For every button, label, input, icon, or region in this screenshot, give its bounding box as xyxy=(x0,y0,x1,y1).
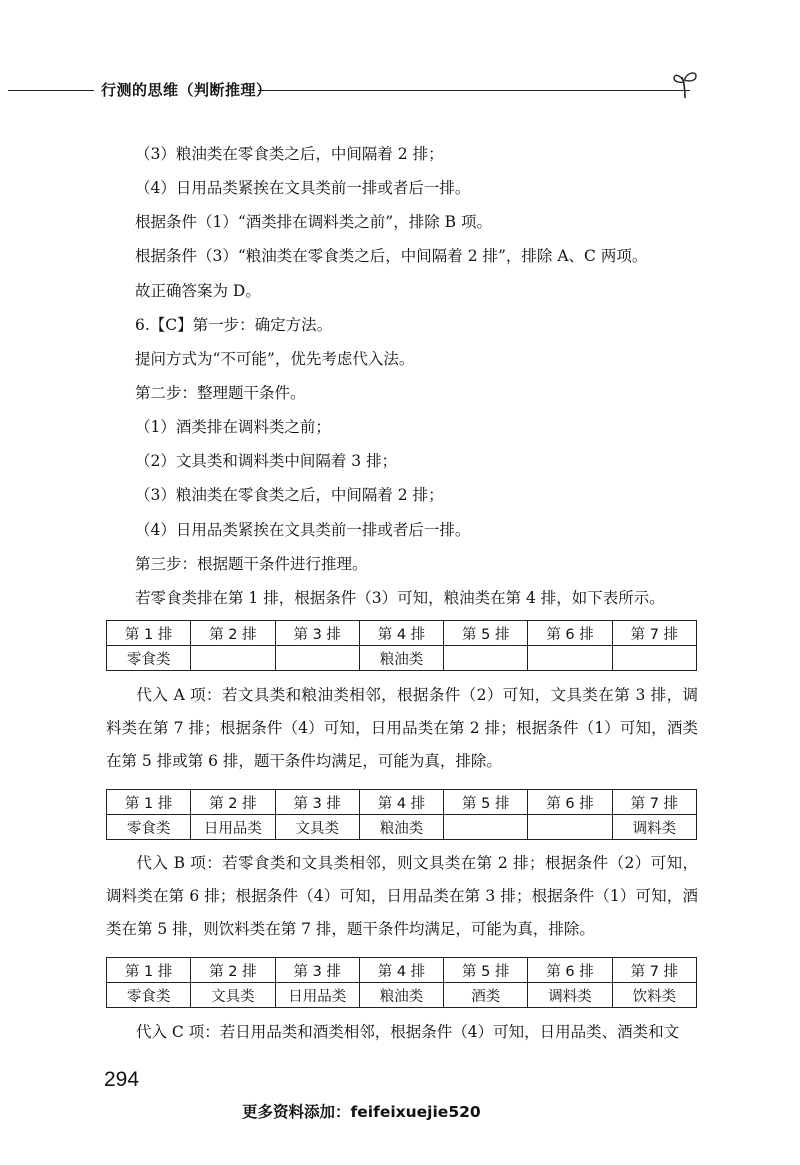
text-line: 根据条件（1）“酒类排在调料类之前”，排除 B 项。 xyxy=(135,213,492,231)
table-row xyxy=(107,983,697,1008)
table-cell: 第 3 排 xyxy=(275,790,359,815)
table-cell: 粮油类 xyxy=(359,815,443,840)
arrangement-table-2 xyxy=(106,789,697,840)
text-line: 若零食类排在第 1 排，根据条件（3）可知，粮油类在第 4 排，如下表所示。 xyxy=(135,589,665,607)
text-line: 第三步：根据题干条件进行推理。 xyxy=(135,555,368,573)
table-cell: 第 7 排 xyxy=(612,958,696,983)
table-header-row xyxy=(107,790,697,815)
text-line: 故正确答案为 D。 xyxy=(135,282,261,300)
table-cell: 调料类 xyxy=(528,983,612,1008)
table-cell: 第 6 排 xyxy=(528,790,612,815)
arrangement-table-3 xyxy=(106,957,697,1008)
table-cell: 第 4 排 xyxy=(359,790,443,815)
table-cell: 文具类 xyxy=(275,815,359,840)
table-row xyxy=(107,815,697,840)
table-row xyxy=(107,646,697,671)
paragraph-text: 代入 B 项：若零食类和文具类相邻，则文具类在第 2 排；根据条件（2）可知，调料类在第 6 排；根据条件（4）可知，日用品类在第 3 排；根据条件（1）可知，酒类在第 5 排，则饮料类在第 7 排，题干条件均满足，可能为真，排除。 xyxy=(106,854,698,938)
text-line: （3）粮油类在零食类之后，中间隔着 2 排； xyxy=(135,486,444,504)
paragraph-option-a xyxy=(106,679,698,778)
table-cell: 第 2 排 xyxy=(191,621,275,646)
header-rule-right xyxy=(258,90,690,91)
header-title: 行测的思维（判断推理） xyxy=(101,81,272,99)
table-cell xyxy=(528,646,612,671)
table-header-row xyxy=(107,621,697,646)
text-line: 第二步：整理题干条件。 xyxy=(135,384,306,402)
table-cell: 调料类 xyxy=(612,815,696,840)
table-cell: 零食类 xyxy=(107,815,191,840)
sprout-icon xyxy=(672,68,700,102)
table-header-row xyxy=(107,958,697,983)
table-cell: 酒类 xyxy=(444,983,528,1008)
text-line: 提问方式为“不可能”，优先考虑代入法。 xyxy=(135,350,415,368)
table-cell: 第 1 排 xyxy=(107,621,191,646)
table-cell: 粮油类 xyxy=(359,983,443,1008)
table-cell: 第 4 排 xyxy=(359,621,443,646)
text-line: （1）酒类排在调料类之前； xyxy=(135,418,331,436)
paragraph-text: 代入 C 项：若日用品类和酒类相邻，根据条件（4）可知，日用品类、酒类和文 xyxy=(136,1023,680,1041)
table-cell: 第 5 排 xyxy=(444,958,528,983)
table-cell xyxy=(275,646,359,671)
table-cell: 饮料类 xyxy=(612,983,696,1008)
table-cell: 第 3 排 xyxy=(275,621,359,646)
text-line: （4）日用品类紧挨在文具类前一排或者后一排。 xyxy=(135,179,471,197)
table-cell xyxy=(191,646,275,671)
table-cell: 第 5 排 xyxy=(444,790,528,815)
table-cell: 第 6 排 xyxy=(528,621,612,646)
table-cell: 日用品类 xyxy=(191,815,275,840)
header-rule-left xyxy=(8,90,94,91)
table-cell xyxy=(612,646,696,671)
table-cell: 零食类 xyxy=(107,983,191,1008)
table-cell: 粮油类 xyxy=(359,646,443,671)
table-cell: 零食类 xyxy=(107,646,191,671)
table-cell: 第 1 排 xyxy=(107,958,191,983)
table-cell xyxy=(444,815,528,840)
table-cell: 第 6 排 xyxy=(528,958,612,983)
table-cell: 日用品类 xyxy=(275,983,359,1008)
arrangement-table-1 xyxy=(106,620,697,671)
table-cell: 第 4 排 xyxy=(359,958,443,983)
text-line: 6.【C】第一步：确定方法。 xyxy=(135,316,333,334)
text-line: （4）日用品类紧挨在文具类前一排或者后一排。 xyxy=(135,521,471,539)
table-cell: 第 7 排 xyxy=(612,790,696,815)
page-number: 294 xyxy=(104,1068,140,1091)
text-line: （2）文具类和调料类中间隔着 3 排； xyxy=(135,452,398,470)
paragraph-text: 代入 A 项：若文具类和粮油类相邻，根据条件（2）可知，文具类在第 3 排，调料类在第 7 排；根据条件（4）可知，日用品类在第 2 排；根据条件（1）可知，酒类在第 5 排或第 6 排，题干条件均满足，可能为真，排除。 xyxy=(106,686,698,770)
paragraph-option-b xyxy=(106,847,698,946)
table-cell: 第 1 排 xyxy=(107,790,191,815)
table-cell xyxy=(528,815,612,840)
paragraph-option-c xyxy=(106,1016,698,1049)
table-cell: 第 7 排 xyxy=(612,621,696,646)
watermark-text: 更多资料添加：feifeixuejie520 xyxy=(242,1103,481,1121)
table-cell xyxy=(444,646,528,671)
text-line: 根据条件（3）“粮油类在零食类之后，中间隔着 2 排”，排除 A、C 两项。 xyxy=(135,247,648,265)
table-cell: 第 2 排 xyxy=(191,790,275,815)
table-cell: 文具类 xyxy=(191,983,275,1008)
running-header xyxy=(0,68,800,108)
table-cell: 第 5 排 xyxy=(444,621,528,646)
table-cell: 第 2 排 xyxy=(191,958,275,983)
table-cell: 第 3 排 xyxy=(275,958,359,983)
text-line: （3）粮油类在零食类之后，中间隔着 2 排； xyxy=(135,145,444,163)
